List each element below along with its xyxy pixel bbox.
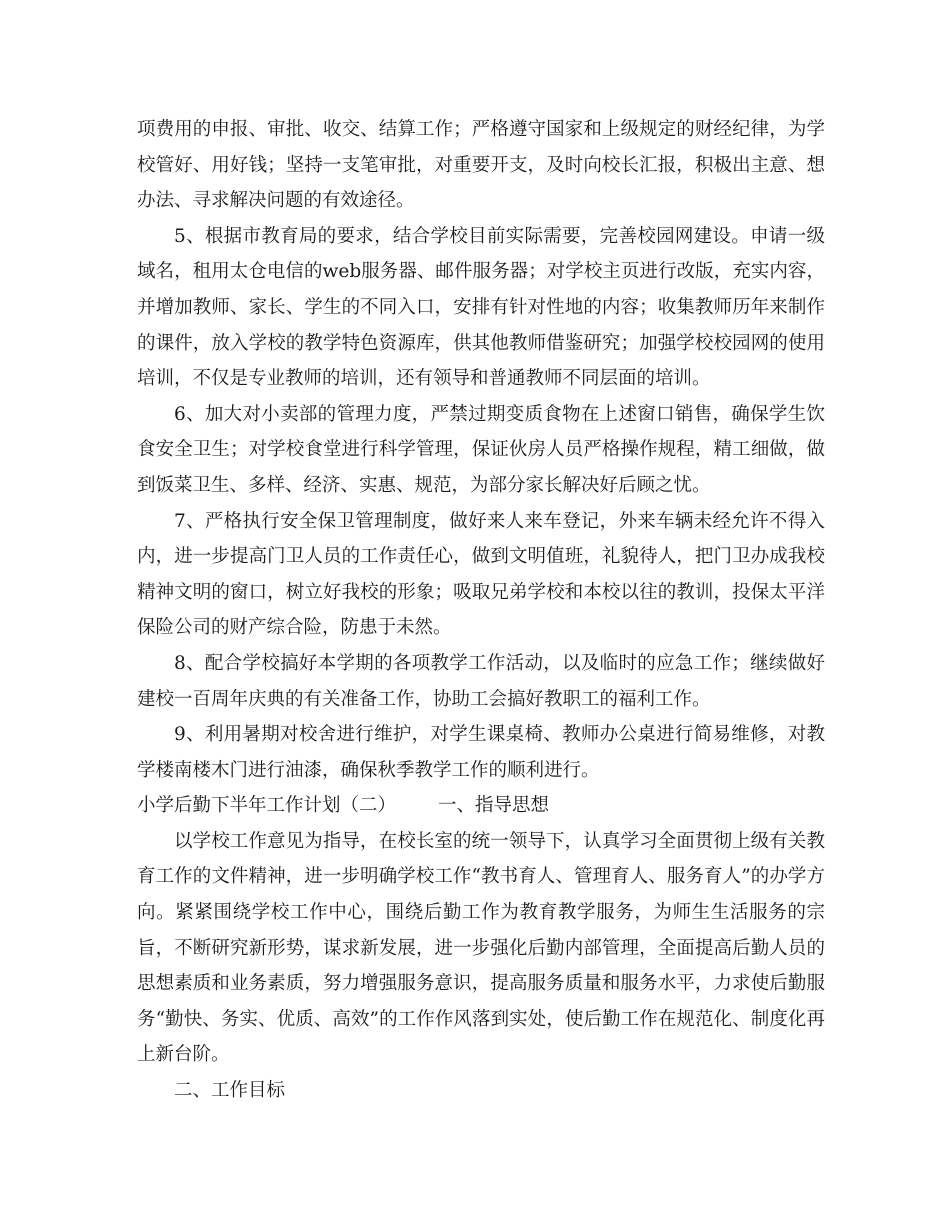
paragraph-item-8: 8、配合学校搞好本学期的各项教学工作活动，以及临时的应急工作；继续做好建校一百周年庆典的有关准备工作，协助工会搞好教职工的福利工作。 [137,652,825,710]
section-first-heading: 一、指导思想 [438,795,550,817]
second-heading: 二、工作目标 [174,1080,286,1102]
paragraph-guiding: 以学校工作意见为指导，在校长室的统一领导下，认真学习全面贯彻上级有关教育工作的文件精神，进一步明确学校工作“教书育人、管理育人、服务育人”的办学方向。紧紧围绕学校工作中心，围绕后勤工作为教育教学服务，为师生生活服务的宗旨，不断研究新形势，谋求新发展，进一步强化后勤内部管理，全面提高后勤人员的思想素质和业务素质，努力增强服务意识，提高服务质量和服务水平，力求使后勤服务“勤快、务实、优质、高效”的工作作风落到实处，使后勤工作在规范化、制度化再上新台阶。 [137,830,825,1066]
paragraph-item-7: 7、严格执行安全保卫管理制度，做好来人来车登记，外来车辆未经允许不得入内，进一步提高门卫人员的工作责任心，做到文明值班，礼貌待人，把门卫办成我校精神文明的窗口，树立好我校的形象；吸取兄弟学校和本校以往的教训，投保太平洋保险公司的财产综合险，防患于未然。 [137,510,825,639]
paragraph-item-5: 5、根据市教育局的要求，结合学校目前实际需要，完善校园网建设。申请一级域名，租用太仓电信的web服务器、邮件服务器；对学校主页进行改版，充实内容，并增加教师、家长、学生的不同入口，安排有针对性地的内容；收集教师历年来制作的课件，放入学校的教学特色资源库，供其他教师借鉴研究；加强学校校园网的使用培训，不仅是专业教师的培训，还有领导和普通教师不同层面的培训。 [137,225,825,390]
paragraph-item-9: 9、利用暑期对校舍进行维护，对学生课桌椅、教师办公桌进行简易维修，对教学楼南楼木门进行油漆，确保秋季教学工作的顺利进行。 [137,724,825,781]
paragraph-finance: 项费用的申报、审批、收交、结算工作；严格遵守国家和上级规定的财经纪律，为学校管好、用好钱；坚持一支笔审批，对重要开支，及时向校长汇报，积极出主意、想办法、寻求解决问题的有效途径。 [137,119,825,212]
paragraph-item-6: 6、加大对小卖部的管理力度，严禁过期变质食物在上述窗口销售，确保学生饮食安全卫生；对学校食堂进行科学管理，保证伙房人员严格操作规程，精工细做，做到饭菜卫生、多样、经济、实惠、规范，为部分家长解决好后顾之忧。 [137,403,825,496]
document-body [137,112,825,1109]
section-title: 小学后勤下半年工作计划（二） [137,795,397,817]
section-title-line [137,788,825,824]
